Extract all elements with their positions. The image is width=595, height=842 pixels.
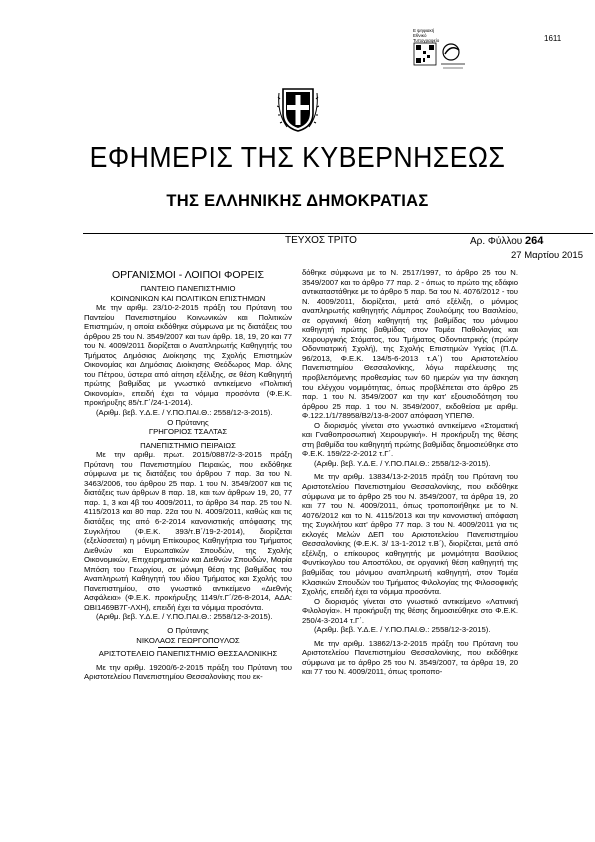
- separator: [158, 439, 218, 440]
- decision-paragraph: δόθηκε σύμφωνα με το Ν. 2517/1997, το άρθρο 25 του Ν. 3549/2007 και το άρθρο 77 παρ. 2 - όπως το πρώτο της εδάφιο αντικαταστάθηκε με το άρθρο 5 παρ. 5α του Ν. 4076/2012 - του Ν. 4009/2011, διορίζεται, μετά από εξέλιξη, ο μόνιμος αναπληρωτής καθηγητής Λάμπρος Ζουλούμης του Βασιλείου, σε οργανική θέση καθηγητή της βαθμίδας του μόνιμου καθηγητή πρώτης βαθμίδας στον Τομέα Παθολογίας και Χειρουργικής Στόματος, του Τμήματος Οδοντιατρικής (πρώην Οδοντιατρική Σχολή), της Σχολής Επιστημών Υγείας (Π.Δ. 96/2013, Φ.Ε.Κ. 134/5-6-2013 τ.Α΄) του Αριστοτελείου Πανεπιστημίου Θεσσαλονίκης, λόγω παρέλευσης της προβλεπόμενης προθεσμίας των 60 ημερών για την άσκηση του ελέγχου νομιμότητας, όπως προβλέπεται στο άρθρο 25 παρ. 1 του Ν. 3549/2007 και την κατ' εξουσιοδότηση του άρθρου 25 παρ. 1 του Ν. 3549/2007, εκδοθείσα με αριθμ. Φ.122.1/1/78958/Β2/13-8-2007 απόφαση ΥΠΕΠΘ.: [302, 268, 518, 421]
- gazette-title: ΕΦΗΜΕΡΙΣ ΤΗΣ ΚΥΒΕΡΝΗΣΕΩΣ: [89, 142, 506, 174]
- decision-paragraph: Με την αριθμ. 19200/6-2-2015 πράξη του Πρύτανη του Αριστοτελείου Πανεπιστημίου Θεσσαλονίκης που εκ-: [84, 662, 292, 682]
- qr-code-block: [413, 28, 469, 76]
- organization-name: ΑΡΙΣΤΟΤΕΛΕΙΟ ΠΑΝΕΠΙΣΤΗΜΙΟ ΘΕΣΣΑΛΟΝΙΚΗΣ: [98, 649, 278, 659]
- sheet-label: Αρ. Φύλλου: [470, 236, 523, 247]
- decision-paragraph: Με την αριθμ. 13862/13-2-2015 πράξη του Πρύτανη του Αριστοτελείου Πανεπιστημίου Θεσσαλονίκης, που εκδόθηκε σύμφωνα με το άρθρο 25 του Ν. 3549/2007, τα άρθρα 19, 20 και 77 του Ν. 4009/2011, όπως τροποπο-: [302, 638, 518, 677]
- reference-line: (Αριθμ. βεβ. Υ.Δ.Ε. / Υ.ΠΟ.ΠΑΙ.Θ.: 2558/12-3-2015).: [314, 625, 491, 635]
- qr-caption-line: Ε ψηφιακή: [413, 28, 435, 33]
- signatory-role: Ο Πρύτανης: [167, 417, 209, 427]
- decision-paragraph: Με την αριθμ. 13834/13-2-2015 πράξη του Πρύτανη του Αριστοτελείου Πανεπιστημίου Θεσσαλονίκης, που εκδόθηκε σύμφωνα με το άρθρο 25 του Ν. 3549/2007, τα άρθρα 19, 20 και 77 του Ν. 4009/2011, όπως τροποποιήθηκε με το Ν. 4076/2012 και το Ν. 4115/2013 και την κανονιστική απόφαση της Συγκλήτου κατ' άρθρο 77 παρ. 3 του Ν. 4009/2011 για τις εκλογές Μελών ΔΕΠ του Αριστοτελείου Πανεπιστημίου Θεσσαλονίκης (Φ.Ε.Κ. 3/ 13-1-2012 τ.Β΄), διορίζεται, μετά από εξέλιξη, ο επίκουρος καθηγητής με μονιμότητα Βασίλειος Φυντίκογλου του Αποστόλου, σε οργανική θέση καθηγητή της βαθμίδας του μόνιμου αναπληρωτή καθηγητή, στον Τομέα Κλασικών Σπουδών του Τμήματος Φιλολογίας της Φιλοσοφικής Σχολής, επειδή έχει τα νόμιμα προσόντα.: [302, 472, 518, 597]
- issue-date: 27 Μαρτίου 2015: [511, 250, 583, 261]
- decision-paragraph: Ο διορισμός γίνεται στο γνωστικό αντικείμενο «Στοματική και Γναθοπροσωπική Χειρουργική». Η προκήρυξη της θέσης στη βαθμίδα του καθηγητή πρώτης βαθμίδας δημοσιεύθηκε στο Φ.Ε.Κ. 159/22-2-2012 τ.Γ΄.: [302, 420, 519, 459]
- signatory-role: Ο Πρύτανης: [167, 626, 209, 635]
- issue-label: ΤΕΥΧΟΣ ΤΡΙΤΟ: [285, 235, 357, 246]
- header-divider: [83, 233, 593, 234]
- section-title: ΟΡΓΑΝΙΣΜΟΙ - ΛΟΙΠΟΙ ΦΟΡΕΙΣ: [112, 269, 264, 281]
- gazette-subtitle: ΤΗΣ ΕΛΛΗΝΙΚΗΣ ΔΗΜΟΚΡΑΤΙΑΣ: [166, 192, 429, 210]
- qr-caption-line: Εθνικό: [413, 33, 427, 38]
- organization-name: ΚΟΙΝΩΝΙΚΩΝ ΚΑΙ ΠΟΛΙΤΙΚΩΝ ΕΠΙΣΤΗΜΩΝ: [110, 293, 266, 303]
- decision-paragraph: Με την αριθμ. 23/10-2-2015 πράξη του Πρύτανη του Παντείου Πανεπιστημίου Κοινωνικών και Πολιτικών Επιστημών, η οποία εκδόθηκε σύμφωνα με τις διατάξεις του άρθρου 25 του Ν. 3549/2007 και των άρθρ. 18, 19, 20 και 77 του Ν. 4009/2011 διορίζεται ο Αναπληρωτής Καθηγητής του Τμήματος Δημόσιας Διοίκησης της Σχολής Επιστημών Οικονομίας και Δημόσιας Διοίκησης Θεόδωρος Μαρ. όλης του Πέτρου, ύστερα από αίτηση εξέλιξης, σε θέση Καθηγητή πρώτης βαθμίδας με γνωστικό αντικείμενο «Πολιτική Οικονομία», επειδή έχει τα νόμιμα προσόντα (Φ.Ε.Κ. προκήρυξης 85/τ.Γ΄/24-1-2014).: [84, 303, 292, 408]
- greek-coat-of-arms-icon: [277, 83, 319, 133]
- reference-line: (Αριθμ. βεβ. Υ.Δ.Ε. / Υ.ΠΟ.ΠΑΙ.Θ.: 2558/12-3-2015).: [96, 408, 273, 418]
- organization-name: ΠΑΝΕΠΙΣΤΗΜΙΟ ΠΕΙΡΑΙΩΣ: [140, 440, 236, 450]
- organization-name: ΠΑΝΤΕΙΟ ΠΑΝΕΠΙΣΤΗΜΙΟ: [140, 284, 236, 293]
- sheet-number: [470, 235, 543, 247]
- decision-paragraph: Με την αριθμ. πρωτ. 2015/0887/2-3-2015 πράξη Πρύτανη του Πανεπιστημίου Πειραιώς, που εκδόθηκε σύμφωνα με τις διατάξεις του άρθρου 7 παρ. 3α του Ν. 3463/2006, του άρθρου 25 παρ. 1 του Ν. 3549/2007 και τις διατάξεις των άρθρων 8 παρ. 18, και των άρθρων 19, 20, 77 παρ. 1, 3 και 4β του 4009/2011, το άρθρο 34 παρ. 25 του Ν. 4115/2013 και 80 παρ. 22α του Ν. 4009/2011, καθώς και τις διατάξεις της από 6-2-2014 κανονιστικής απόφασης της Συγκλήτου (Φ.Ε.Κ. 393/τ.Β΄/19-2-2014), διορίζεται (εξελίσσεται) η μόνιμη Επίκουρος Καθηγήτρια του Τμήματος Διεθνών και Ευρωπαϊκών Σπουδών, της Σχολής Οικονομικών, Επιχειρηματικών και Διεθνών Σπουδών, Μαρία Μπόση του Γεωργίου, σε μόνιμη θέση της βαθμίδας του Αναπληρωτή Καθηγητή του ιδίου Τμήματος και Σχολής του Πανεπιστημίου, στο γνωστικό αντικείμενο «Διεθνής Ασφάλεια» (Φ.Ε.Κ. προκήρυξης 1149/τ.Γ΄/26-8-2014, ΑΔΑ: ΩΒΙ1469Β7Γ-ΛΧΗ), επειδή έχει τα νόμιμα προσόντα.: [84, 450, 292, 612]
- signatory-name: ΓΡΗΓΟΡΙΟΣ ΤΣΑΛΤΑΣ: [148, 427, 228, 437]
- reference-line: (Αριθμ. βεβ. Υ.Δ.Ε. / Υ.ΠΟ.ΠΑΙ.Θ.: 2558/12-3-2015).: [96, 612, 273, 622]
- signatory-name: ΝΙΚΟΛΑΟΣ ΓΕΩΡΓΟΠΟΥΛΟΣ: [136, 635, 240, 645]
- right-column: [302, 268, 518, 677]
- reference-line: (Αριθμ. βεβ. Υ.Δ.Ε. / Υ.ΠΟ.ΠΑΙ.Θ.: 2558/12-3-2015).: [314, 458, 491, 468]
- page-number: 1611: [544, 34, 562, 43]
- qr-caption-line: Τυπογραφείο: [413, 38, 440, 43]
- left-column: [84, 268, 292, 682]
- sheet-number-value: 264: [525, 235, 544, 247]
- separator: [158, 647, 218, 648]
- decision-paragraph: Ο διορισμός γίνεται στο γνωστικό αντικείμενο «Λατινική Φιλολογία». Η προκήρυξη της θέσης δημοσιεύθηκε στο Φ.Ε.Κ. 250/4-3-2014 τ.Γ΄.: [302, 596, 518, 625]
- national-printing-logo-icon: [413, 42, 469, 74]
